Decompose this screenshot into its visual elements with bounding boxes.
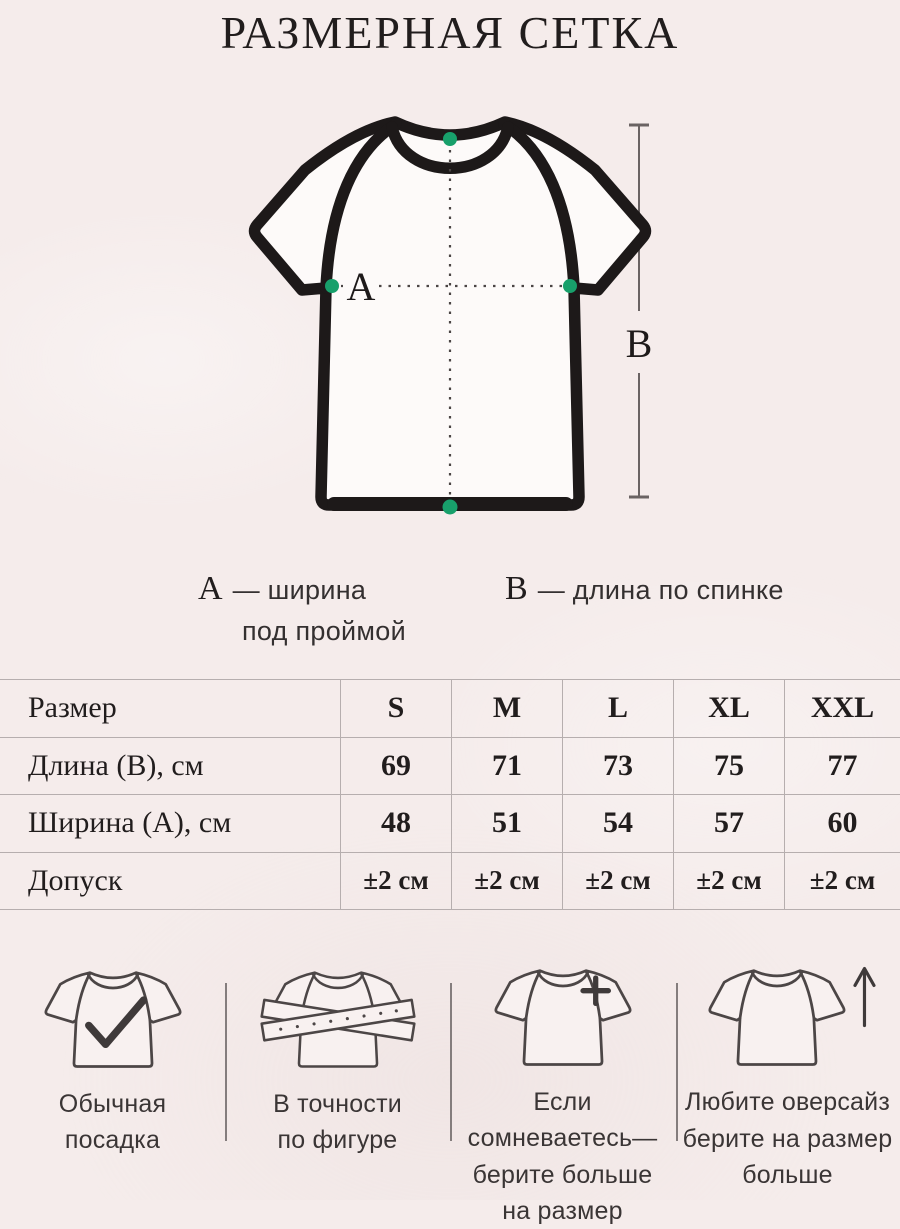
- value-cell: ±2 см: [673, 853, 784, 910]
- b-measure-line: [629, 125, 649, 497]
- legend-b-text: — длина по спинке: [537, 575, 784, 605]
- value-cell: ±2 см: [562, 853, 673, 910]
- row-label-cell: Длина (B), см: [28, 748, 204, 782]
- neck-dot: [443, 132, 457, 146]
- point-b-label: B: [625, 321, 653, 366]
- tshirt-measurement-diagram: [0, 80, 900, 640]
- table-row-width: [0, 795, 900, 853]
- value-cell: 48: [340, 795, 451, 852]
- tip-oversize: [675, 958, 900, 1193]
- value-cell: 73: [562, 738, 673, 795]
- value-cell: 69: [340, 738, 451, 795]
- size-cell: S: [340, 680, 451, 737]
- tip-caption: Любите оверсайз берите на размер больше: [682, 1088, 893, 1189]
- value-cell: 75: [673, 738, 784, 795]
- size-cell: XL: [673, 680, 784, 737]
- value-cell: 60: [784, 795, 900, 852]
- row-label-cell: Допуск: [28, 863, 123, 897]
- size-cell: L: [562, 680, 673, 737]
- hem-dot: [443, 500, 458, 515]
- tshirt-arrow-up-icon: [697, 958, 878, 1074]
- tshirt-measuring-tape-icon: [258, 960, 418, 1076]
- value-cell: 51: [451, 795, 562, 852]
- page-title: РАЗМЕРНАЯ СЕТКА: [220, 7, 680, 58]
- size-cell: XXL: [784, 680, 900, 737]
- tshirt-plus-icon: [483, 958, 643, 1074]
- value-cell: 57: [673, 795, 784, 852]
- table-header-row: [0, 680, 900, 738]
- sizes-table: [0, 679, 900, 910]
- tip-true-to-size: [225, 958, 450, 1193]
- legend-a-text: — ширина: [232, 575, 367, 605]
- row-label-cell: Ширина (A), см: [28, 806, 232, 840]
- point-a-label: A: [346, 264, 376, 309]
- tshirt-check-icon: [33, 960, 193, 1076]
- right-underarm-dot: [563, 279, 577, 293]
- value-cell: 71: [451, 738, 562, 795]
- value-cell: 54: [562, 795, 673, 852]
- up-arrow: [855, 969, 874, 1026]
- legend-width: [198, 570, 406, 647]
- divider: [676, 983, 678, 1141]
- tip-size-up-if-in-doubt: [450, 958, 675, 1225]
- legend-a-letter: A: [198, 570, 223, 607]
- table-row-length: [0, 738, 900, 796]
- value-cell: ±2 см: [340, 853, 451, 910]
- value-cell: 77: [784, 738, 900, 795]
- legend-a-text-line2: под проймой: [242, 616, 406, 646]
- legend-b-letter: B: [505, 570, 528, 607]
- header-label-cell: Размер: [28, 691, 117, 725]
- divider: [450, 983, 452, 1141]
- left-underarm-dot: [325, 279, 339, 293]
- legend-length: [505, 570, 784, 608]
- value-cell: ±2 см: [784, 853, 900, 910]
- fit-tips: [0, 958, 900, 1225]
- tip-caption: Если сомневаетесь— берите больше на размер: [467, 1088, 658, 1225]
- size-cell: M: [451, 680, 562, 737]
- divider: [225, 983, 227, 1141]
- legend: [0, 570, 900, 660]
- tip-caption: В точности по фигуре: [273, 1090, 402, 1155]
- tip-regular-fit: [0, 958, 225, 1193]
- value-cell: ±2 см: [451, 853, 562, 910]
- table-row-tolerance: [0, 853, 900, 911]
- tip-caption: Обычная посадка: [58, 1090, 167, 1155]
